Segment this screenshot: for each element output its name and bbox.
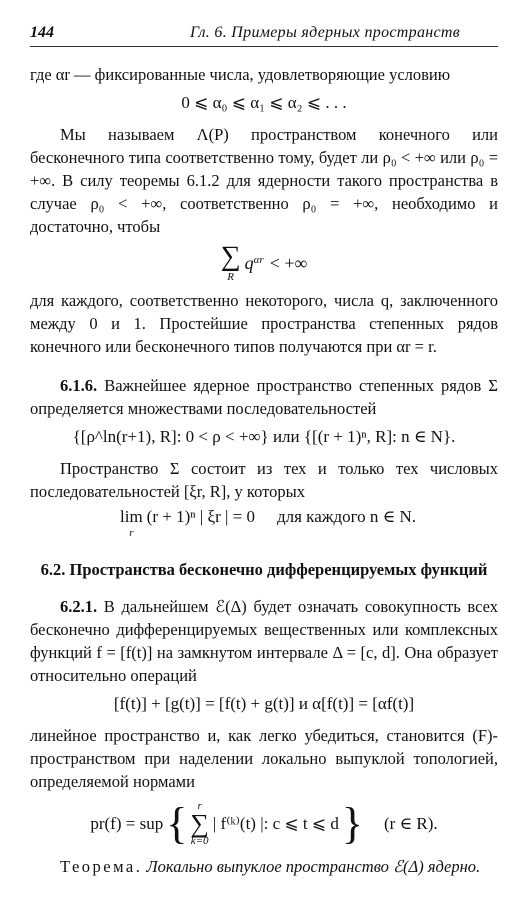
limit-operator (120, 507, 143, 539)
running-title: Гл. 6. Примеры ядерных пространств (189, 24, 460, 41)
item-number-616: 6.1.6. (60, 376, 98, 395)
theorem-text: Локально выпуклое пространство ℰ(Δ) ядерно. (146, 857, 481, 876)
paragraph-1: где αr — фиксированные числа, удовлетворяющие условию (30, 65, 451, 84)
item-text-616: Важнейшее ядерное пространство степенных рядов Σ определяется множествами последовательностей (30, 376, 498, 418)
formula-operations: [f(t)] + [g(t)] = [f(t) + g(t)] и α[f(t)] = [αf(t)] (113, 694, 415, 713)
limit-tail: для каждого n ∈ N. (276, 507, 417, 526)
limit-expression: (r + 1)ⁿ | ξr | = 0 (146, 507, 255, 526)
paragraph-621 (30, 595, 498, 687)
item-number-621: 6.2.1. (60, 597, 98, 616)
book-page (30, 24, 498, 878)
sum-term: q (244, 253, 254, 273)
formula-ordering: 0 ⩽ α₀ ⩽ α₁ ⩽ α₂ ⩽ . . . (181, 93, 347, 112)
paragraph-3: для каждого, соответственно некоторого, числа q, заключенного между 0 и 1. Простейшие пространства степенных рядов конечного или бесконечного типов получаются при αr = r. (30, 291, 498, 356)
formula-series (30, 241, 498, 283)
norm-tail: (r ∈ R). (383, 814, 438, 833)
spacer (30, 358, 498, 374)
norm-body: | f⁽ᵏ⁾(t) |: c ⩽ t ⩽ d (212, 814, 339, 833)
theorem-label: Теорема. (60, 857, 143, 876)
right-brace: } (341, 799, 363, 848)
paragraph-616 (30, 374, 498, 420)
left-brace: { (166, 799, 188, 848)
norm-sum-symbol: ∑ (190, 809, 209, 838)
theorem-paragraph (30, 855, 498, 878)
norm-sum-bottom: k=0 (190, 835, 209, 847)
sum-index: R (227, 271, 234, 283)
item-text-621: В дальнейшем ℰ(Δ) будет означать совокупность всех бесконечно дифференцируемых вещественных или комплексных функций f = [f(t)] на замкнутом интервале Δ = [c, d]. Она образует относительно операций (30, 597, 499, 685)
limit-symbol: lim (120, 507, 143, 526)
formula-norms (30, 801, 498, 847)
section-heading: 6.2. Пространства бесконечно дифференцируемых функций (40, 560, 488, 579)
sum-symbol: ∑ (220, 241, 241, 272)
formula-sequences: {[ρ^ln(r+1), R]: 0 < ρ < +∞} или {[(r + 1)ⁿ, R]: n ∈ N}. (72, 427, 456, 446)
norm-sum-operator (190, 801, 209, 847)
formula-limit (120, 507, 498, 539)
paragraph-4: Пространство Σ состоит из тех и только тех числовых последовательностей [ξr, R], у которых (30, 459, 498, 501)
page-number: 144 (30, 24, 54, 41)
sum-exponent: αr (253, 253, 264, 266)
norm-sum-top: r (197, 800, 202, 812)
paragraph-5: линейное пространство и, как легко убедиться, становится (F)-пространством при наделении локально выпуклой топологией, определяемой нормами (30, 726, 498, 791)
page-header (30, 24, 498, 47)
sum-rhs: < +∞ (269, 253, 308, 273)
sum-operator (220, 241, 241, 283)
paragraph-2: Мы называем Λ(P) пространством конечного или бесконечного типа соответственно тому, будет ли ρ₀ < +∞ или ρ₀ = +∞. В силу теоремы 6.1.2 для ядерности такого пространства в случае ρ₀ < +∞, соответственно ρ₀ = +∞, необходимо и достаточно, чтобы (30, 125, 498, 236)
limit-subscript: r (129, 527, 134, 539)
norm-lhs: pr(f) = sup (90, 814, 164, 833)
